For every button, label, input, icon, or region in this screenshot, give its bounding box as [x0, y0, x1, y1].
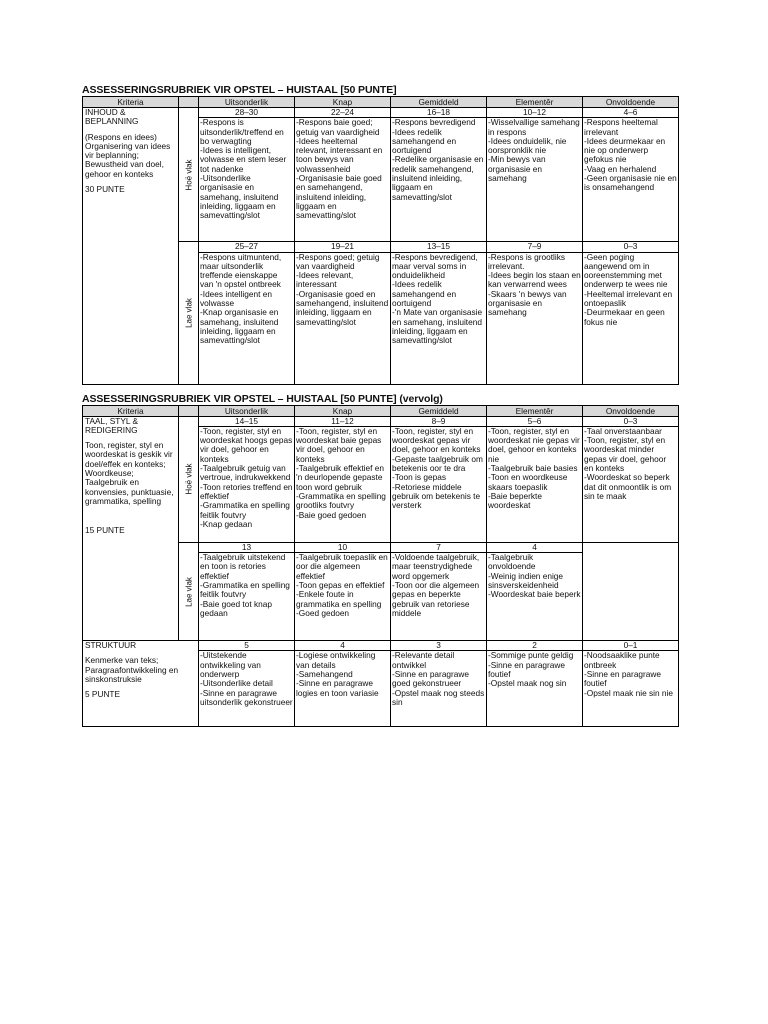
score-cell: 5 [199, 641, 295, 651]
criterion-points: 15 PUNTE [85, 525, 125, 536]
score-cell: 0–3 [583, 416, 679, 426]
score-cell: 19–21 [295, 242, 391, 252]
descriptor-cell: -Toon, register, styl en woordeskat gepas vir doel, gehoor en konteks -Gepaste taalgebruik om betekenis oor te dra -Toon is gepas -Retoriese middele gebruik om betekenis te versterk [391, 426, 487, 542]
rubric-sheet [82, 84, 678, 727]
criterion-heading: TAAL, STYL & REDIGERING [85, 415, 139, 435]
descriptor-cell: -Geen poging aangewend om in ooreenstemming met onderwerp te wees nie -Heeltemal irrelevant en ontoepaslik -Deurmekaar en geen fokus nie [583, 252, 679, 384]
score-row [83, 641, 679, 651]
header-uitsonderlik: Uitsonderlik [199, 97, 295, 108]
header-knap: Knap [295, 405, 391, 416]
criterion-heading: INHOUD & BEPLANNING [85, 107, 139, 127]
rubric-table-language-structure [82, 405, 679, 728]
score-cell: 14–15 [199, 416, 295, 426]
descriptor-cell: -Respons goed; getuig van vaardigheid -Idees relevant, interessant -Organisasie goed en samehangend, insluitend inleiding, liggaam en samevatting/slot [295, 252, 391, 384]
score-cell: 10–12 [487, 108, 583, 118]
score-cell: 3 [391, 641, 487, 651]
descriptor-cell: -Respons bevredigend -Idees redelik samehangend en oortuigend -Redelike organisasie en redelik samehangend, insluitend inleiding, liggaam en samevatting/slot [391, 118, 487, 242]
score-cell: 7–9 [487, 242, 583, 252]
rubric-table-content [82, 96, 679, 385]
score-cell: 13 [199, 542, 295, 552]
descriptor-cell: -Respons is grootliks irrelevant. -Idees begin los staan en kan verwarrend wees -Skaars 'n bewys van organisasie en samehang [487, 252, 583, 384]
descriptor-cell: -Respons baie goed; getuig van vaardigheid -Idees heeltemal relevant, interessant en toon bewys van volwassenheid -Organisasie baie goed en samehangend, insluitend inleiding, liggaam en samevatting/slot [295, 118, 391, 242]
score-row [83, 108, 679, 118]
header-gemiddeld: Gemiddeld [391, 97, 487, 108]
descriptor-cell: -Relevante detail ontwikkel -Sinne en paragrawe goed gekonstrueer -Opstel maak nog steeds sin [391, 651, 487, 727]
rubric-title: ASSESSERINGSRUBRIEK VIR OPSTEL – HUISTAAL [50 PUNTE] [82, 84, 397, 96]
descriptor-cell: -Wisselvallige samehang in respons -Idees onduidelik, nie oorspronklik nie -Min bewys van organisasie en samehang [487, 118, 583, 242]
level-cell-high [179, 416, 199, 542]
score-cell: 28–30 [199, 108, 295, 118]
descriptor-cell: -Respons heeltemal irrelevant -Idees deurmekaar en nie op onderwerp gefokus nie -Vaag en herhalend -Geen organisasie nie en is onsamehangend [583, 118, 679, 242]
descriptor-cell: -Taalgebruik uitstekend en toon is retories effektief -Grammatika en spelling feitlik foutvry -Baie goed tot knap gedaan [199, 553, 295, 641]
score-cell: 25–27 [199, 242, 295, 252]
header-vlak [179, 405, 199, 416]
criterion-points: 30 PUNTE [85, 184, 125, 195]
descriptor-cell: -Respons uitmuntend, maar uitsonderlik treffende eienskappe van 'n opstel ontbreek -Idees intelligent en volwasse -Knap organisasie en samehang, insluitend inleiding, liggaam en samevatting/slot [199, 252, 295, 384]
score-cell-empty [583, 542, 679, 640]
level-low-label: Lae vlak [183, 298, 193, 328]
descriptor-cell: -Respons bevredigend, maar verval soms in onduidelikheid -Idees redelik samehangend en oortuigend -'n Mate van organisasie en samehang, insluitend inleiding, liggaam en samevatting/slot [391, 252, 487, 384]
descriptor-cell: -Toon, register, styl en woordeskat hoogs gepas vir doel, gehoor en konteks -Taalgebruik getuig van vertroue, indrukwekkend -Toon retories treffend en effektief -Grammatika en spelling feitlik foutvry -Knap gedaan [199, 426, 295, 542]
score-cell: 2 [487, 641, 583, 651]
header-gemiddeld: Gemiddeld [391, 405, 487, 416]
header-vlak [179, 97, 199, 108]
criterion-description: Toon, register, styl en woordeskat is geskik vir doel/effek en konteks; Woordkeuse; Taalgebruik en konvensies, punktuasie, grammatika, spelling [85, 440, 174, 506]
header-elementer: Elementêr [487, 97, 583, 108]
header-onvoldoende: Onvoldoende [583, 405, 679, 416]
descriptor-cell: -Toon, register, styl en woordeskat baie gepas vir doel, gehoor en konteks -Taalgebruik effektief en 'n deurlopende gepaste toon word gebruik -Grammatika en spelling grootliks foutvry -Baie goed gedoen [295, 426, 391, 542]
score-cell: 7 [391, 542, 487, 552]
score-row [83, 416, 679, 426]
level-cell-low [179, 242, 199, 384]
score-cell: 4–6 [583, 108, 679, 118]
score-cell: 11–12 [295, 416, 391, 426]
score-cell: 0–1 [583, 641, 679, 651]
criterion-description: (Respons en idees) Organisering van idees vir beplanning; Bewustheid van doel, gehoor en konteks [85, 131, 171, 179]
header-onvoldoende: Onvoldoende [583, 97, 679, 108]
score-cell: 5–6 [487, 416, 583, 426]
header-kriteria: Kriteria [83, 405, 179, 416]
score-cell: 0–3 [583, 242, 679, 252]
descriptor-cell: -Uitstekende ontwikkeling van onderwerp -Uitsonderlike detail -Sinne en paragrawe uitsonderlik gekonstrueer [199, 651, 295, 727]
header-row [83, 405, 679, 416]
rubric-title-continued: ASSESSERINGSRUBRIEK VIR OPSTEL – HUISTAAL [50 PUNTE] (vervolg) [82, 392, 443, 405]
score-cell: 4 [487, 542, 583, 552]
level-high-label: Hoë vlak [183, 463, 193, 495]
header-uitsonderlik: Uitsonderlik [199, 405, 295, 416]
header-row [83, 97, 679, 108]
criterion-cell [83, 416, 179, 641]
descriptor-cell: -Noodsaaklike punte ontbreek -Sinne en paragrawe foutief -Opstel maak nie sin nie [583, 651, 679, 727]
header-elementer: Elementêr [487, 405, 583, 416]
descriptor-cell: -Taalgebruik onvoldoende -Weinig indien enige sinsverskeidenheid -Woordeskat baie beperk [487, 553, 583, 641]
criterion-description: Kenmerke van teks; Paragraafontwikkeling en sinskonstruksie [85, 655, 179, 685]
descriptor-cell: -Logiese ontwikkeling van details -Samehangend -Sinne en paragrawe logies en toon variasie [295, 651, 391, 727]
level-low-label: Lae vlak [183, 576, 193, 607]
score-cell: 4 [295, 641, 391, 651]
descriptor-cell: -Voldoende taalgebruik, maar teenstrydighede word opgemerk -Toon oor die algemeen gepas en beperkte gebruik van retoriese middele [391, 553, 487, 641]
level-cell-high [179, 108, 199, 242]
score-cell: 13–15 [391, 242, 487, 252]
level-high-label: Hoë vlak [183, 159, 193, 191]
level-cell-low [179, 542, 199, 640]
descriptor-cell: -Taalgebruik toepaslik en oor die algemeen effektief -Toon gepas en effektief -Enkele foute in grammatika en spelling -Goed gedoen [295, 553, 391, 641]
criterion-cell [83, 108, 179, 385]
descriptor-cell: -Toon, register, styl en woordeskat nie gepas vir doel, gehoor en konteks nie -Taalgebruik baie basies -Toon en woordkeuse skaars toepaslik -Baie beperkte woordeskat [487, 426, 583, 542]
criterion-cell-structure [83, 641, 199, 727]
descriptor-cell: -Taal onverstaanbaar -Toon, register, styl en woordeskat minder gepas vir doel, gehoor en konteks -Woordeskat so beperk dat dit onmoontlik is om sin te maak [583, 426, 679, 542]
header-knap: Knap [295, 97, 391, 108]
criterion-heading: STRUKTUUR [85, 640, 137, 651]
descriptor-cell: -Respons is uitsonderlik/treffend en bo verwagting -Idees is intelligent, volwasse en stem leser tot nadenke -Uitsonderlike organisasie en samehang, insluitend inleiding, liggaam en samevatting/slot [199, 118, 295, 242]
score-cell: 16–18 [391, 108, 487, 118]
score-cell: 22–24 [295, 108, 391, 118]
descriptor-cell: -Sommige punte geldig -Sinne en paragrawe foutief -Opstel maak nog sin [487, 651, 583, 727]
criterion-points: 5 PUNTE [85, 689, 121, 700]
score-cell: 8–9 [391, 416, 487, 426]
header-kriteria: Kriteria [83, 97, 179, 108]
score-cell: 10 [295, 542, 391, 552]
